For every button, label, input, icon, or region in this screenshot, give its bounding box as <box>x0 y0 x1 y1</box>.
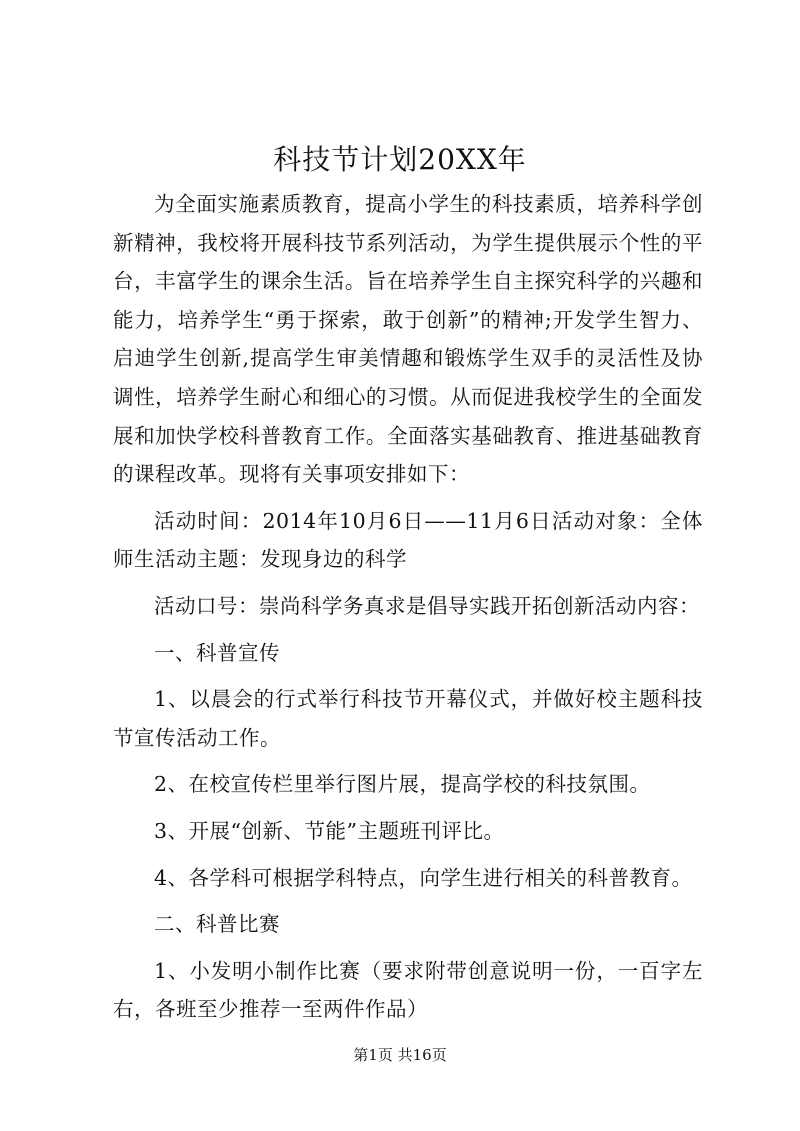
intro-paragraph: 为全面实施素质教育，提高小学生的科技素质，培养科学创新精神，我校将开展科技节系列活动，为学生提供展示个性的平台，丰富学生的课余生活。旨在培养学生自主探究科学的兴趣和能力，培养学生“勇于探索，敢于创新”的精神;开发学生智力、启迪学生创新,提高学生审美情趣和锻炼学生双手的灵活性及协调性，培养学生耐心和细心的习惯。从而促进我校学生的全面发展和加快学校科普教育工作。全面落实基础教育、推进基础教育的课程改革。现将有关事项安排如下： <box>113 192 703 487</box>
document-body <box>113 185 703 1029</box>
page-number-footer: 第1页 共16页 <box>353 1046 447 1064</box>
activity-time-paragraph: 活动时间：2014年10月6日——11月6日活动对象：全体师生活动主题：发现身边的科学 <box>113 508 703 572</box>
list-item: 2、在校宣传栏里举行图片展，提高学校的科技氛围。 <box>154 772 651 797</box>
list-item: 4、各学科可根据学科特点，向学生进行相关的科普教育。 <box>154 865 693 890</box>
document-title: 科技节计划20XX年 <box>273 143 527 176</box>
list-item: 1、小发明小制作比赛（要求附带创意说明一份，一百字左右，各班至少推荐一至两件作品） <box>113 958 703 1022</box>
activity-slogan-paragraph: 活动口号：崇尚科学务真求是倡导实践开拓创新活动内容： <box>154 593 700 618</box>
list-item: 3、开展“创新、节能”主题班刊评比。 <box>154 818 505 843</box>
section-heading-science-competition: 二、科普比赛 <box>154 912 280 937</box>
section-heading-science-publicity: 一、科普宣传 <box>154 640 280 665</box>
list-item: 1、以晨会的行式举行科技节开幕仪式，并做好校主题科技节宣传活动工作。 <box>113 687 703 750</box>
